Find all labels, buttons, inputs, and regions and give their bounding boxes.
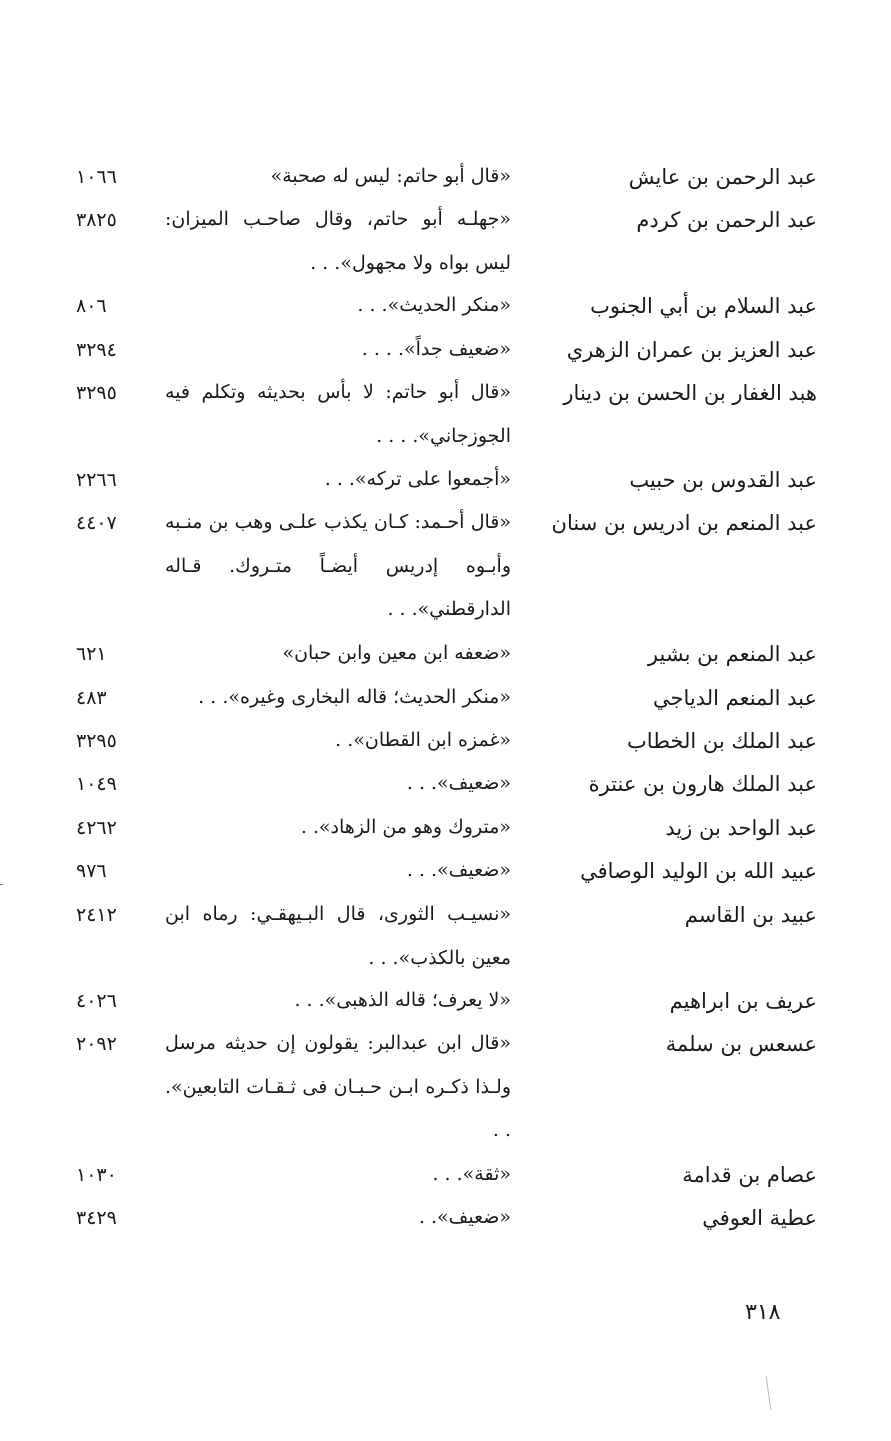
- narrator-note: «قال ابن عبدالبر: يقولون إن حديثه مرسل ولـذا ذكـره ابـن حـبـان فى ثـقـات التابعين». . .: [165, 1032, 511, 1141]
- narrator-note: «أجمعوا على تركه». . .: [324, 468, 511, 490]
- reference-number: ١٠٦٦: [76, 166, 117, 188]
- page-number: ٣١٨: [745, 1300, 781, 1325]
- narrator-name: عبد الملك بن الخطاب: [627, 729, 817, 753]
- narrator-name: عبد الملك هارون بن عنترة: [588, 772, 817, 796]
- narrator-note: «ثقة». . .: [432, 1163, 511, 1185]
- reference-number: ٤٠٢٦: [76, 990, 117, 1012]
- narrator-note: «جهلـه أبو حاتم، وقال صاحـب الميزان: ليس بواه ولا مجهول». . .: [165, 208, 511, 274]
- narrator-name: عبد الرحمن بن عايش: [628, 165, 817, 189]
- reference-number: ٣٤٢٩: [76, 1207, 117, 1229]
- narrator-name: عبد القدوس بن حبيب: [629, 468, 817, 492]
- reference-number: ٢٠٩٢: [76, 1033, 117, 1055]
- narrator-note: «قال أبو حاتم: ليس له صحبة»: [270, 165, 511, 187]
- narrator-note: «منكر الحديث». . .: [357, 294, 511, 316]
- reference-number: ٦٢١: [76, 643, 107, 665]
- narrator-name: عريف بن ابراهيم: [669, 989, 817, 1013]
- scan-mark: [766, 1376, 772, 1410]
- reference-number: ٣٨٢٥: [76, 209, 117, 231]
- narrator-name: عبد الواحد بن زيد: [665, 816, 817, 840]
- reference-number: ٨٠٦: [76, 295, 107, 317]
- narrator-name: عبد المنعم بن ادريس بن سنان: [551, 511, 817, 535]
- narrator-name: عبد السلام بن أبي الجنوب: [590, 294, 817, 318]
- reference-number: ٢٢٦٦: [76, 469, 117, 491]
- narrator-name: هبد الغفار بن الحسن بن دينار: [563, 381, 817, 405]
- narrator-note: «غمزه ابن القطان». .: [335, 729, 511, 751]
- reference-number: ٤٨٣: [76, 687, 107, 709]
- reference-number: ٤٤٠٧: [76, 512, 117, 534]
- reference-number: ١٠٣٠: [76, 1164, 117, 1186]
- narrator-name: عسعس بن سلمة: [665, 1032, 817, 1056]
- narrator-name: عبد المنعم الدياجي: [652, 686, 817, 710]
- narrator-note: «لا يعرف؛ قاله الذهبى». . .: [294, 989, 511, 1011]
- narrator-note: «قال أحـمد: كـان يكذب علـى وهب بن منـبه وأبـوه إدريس أيضـاً متـروك. قـاله الدارقطني». . .: [165, 511, 511, 620]
- narrator-name: عطية العوفي: [702, 1206, 817, 1230]
- narrator-note: «متروك وهو من الزهاد». .: [300, 816, 511, 838]
- reference-number: ٤٢٦٢: [76, 817, 117, 839]
- margin-mark: [0, 884, 3, 885]
- reference-number: ١٠٤٩: [76, 773, 117, 795]
- narrator-note: «نسيـب الثورى، قال البـيهقـي: رماه ابن معين بالكذب». . .: [165, 903, 511, 969]
- narrator-note: «ضعيف». . .: [406, 772, 511, 794]
- narrator-note: «قال أبو حاتم: لا بأس بحديثه وتكلم فيه الجوزجاني». . . .: [165, 381, 511, 447]
- narrator-name: عبد المنعم بن بشير: [647, 642, 817, 666]
- reference-number: ٣٢٩٥: [76, 730, 117, 752]
- narrator-note: «ضعيف جداً». . . .: [361, 338, 511, 360]
- narrator-note: «منكر الحديث؛ قاله البخارى وغيره». . .: [198, 686, 511, 708]
- narrator-name: عبيد بن القاسم: [684, 903, 817, 927]
- narrator-name: عبد الرحمن بن كردم: [636, 208, 817, 232]
- narrator-note: «ضعيف». .: [418, 1206, 511, 1228]
- narrator-note: «ضعفه ابن معين وابن حبان»: [282, 642, 511, 664]
- reference-number: ٣٢٩٥: [76, 382, 117, 404]
- reference-number: ٩٧٦: [76, 860, 107, 882]
- narrator-name: عصام بن قدامة: [682, 1163, 817, 1187]
- reference-number: ٢٤١٢: [76, 904, 117, 926]
- narrator-name: عبيد الله بن الوليد الوصافي: [580, 859, 817, 883]
- narrator-note: «ضعيف». . .: [406, 859, 511, 881]
- narrator-name: عبد العزيز بن عمران الزهري: [566, 338, 817, 362]
- reference-number: ٣٢٩٤: [76, 339, 117, 361]
